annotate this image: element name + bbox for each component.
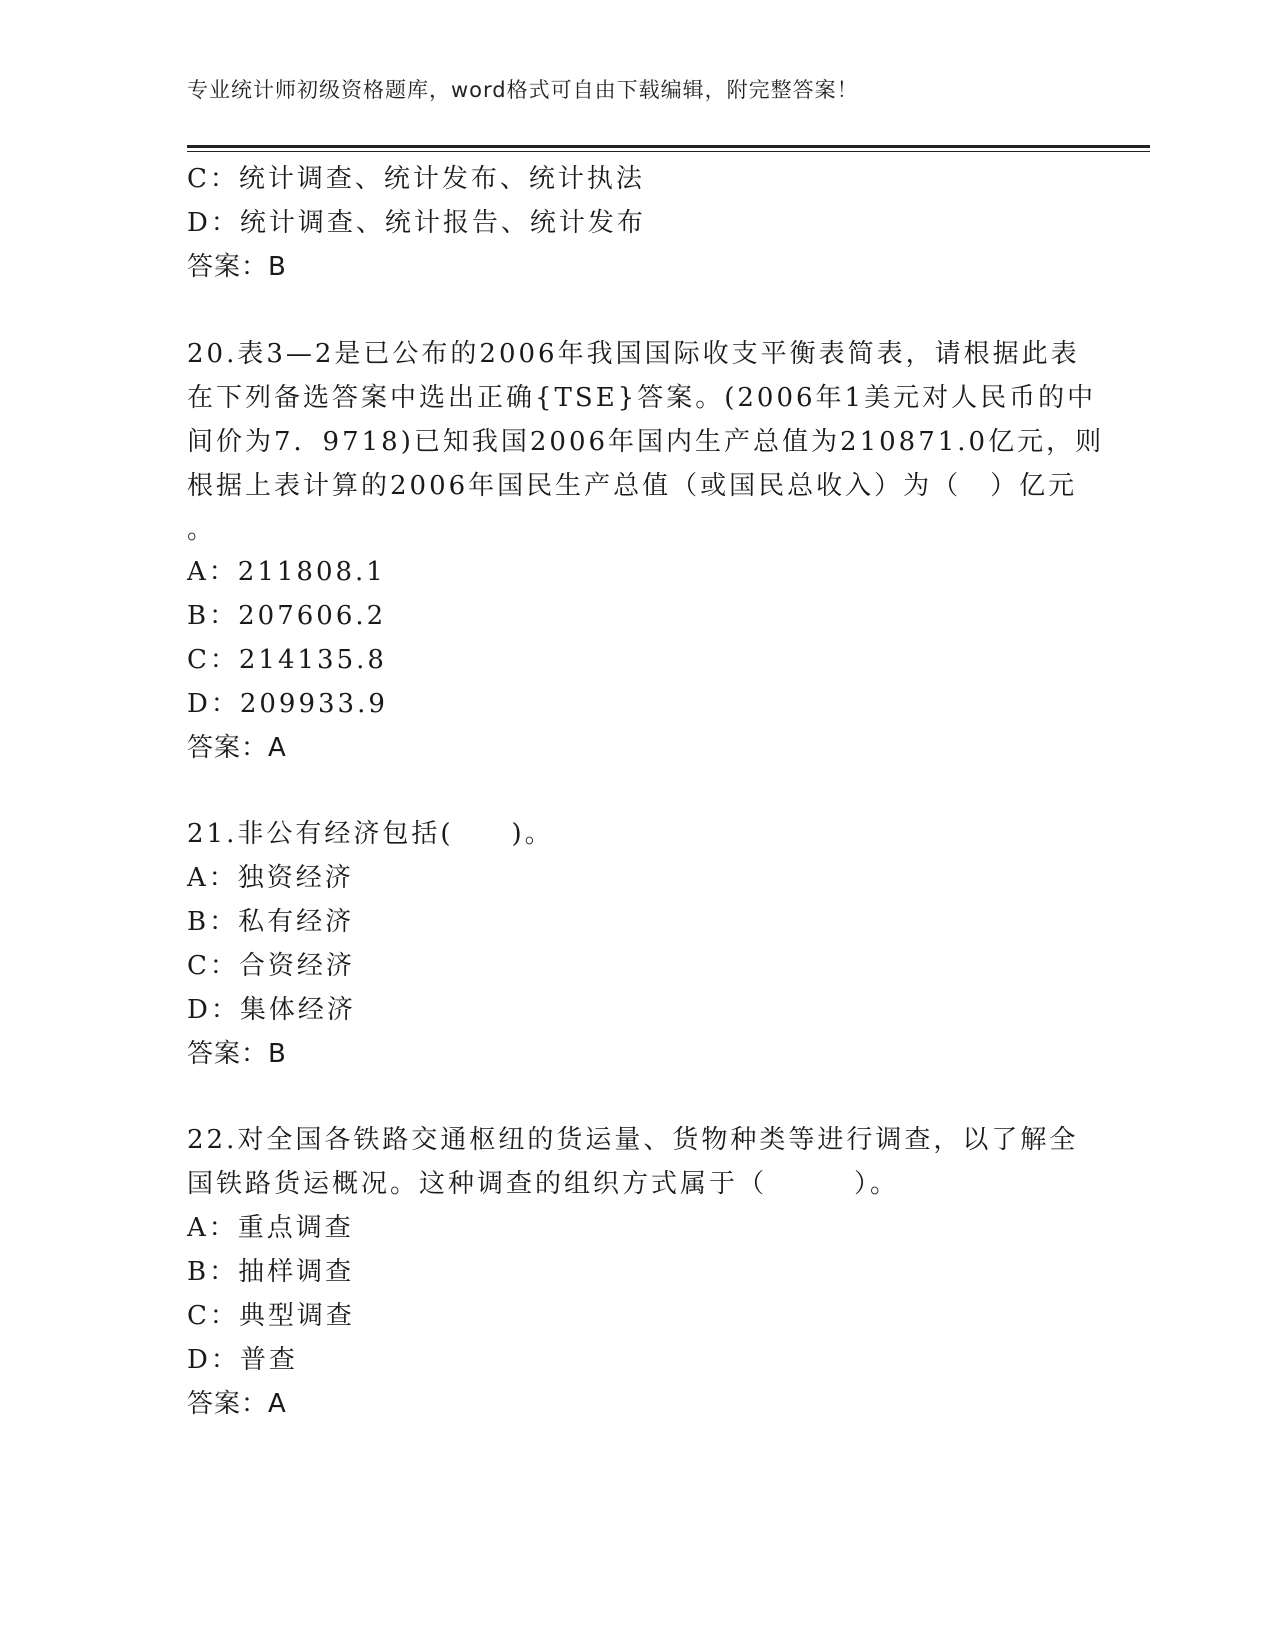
q22-option-c: C：典型调查 — [187, 1301, 355, 1331]
q20-option-d: D：209933.9 — [187, 689, 388, 719]
q20-stem-line-4: 根据上表计算的2006年国民生产总值（或国民总收入）为（ ）亿元 — [187, 471, 1078, 501]
q20-stem-line-5: 。 — [187, 515, 217, 545]
q20-option-b: B：207606.2 — [187, 601, 387, 631]
q20-option-a: A：211808.1 — [187, 557, 386, 587]
q21-option-d: D：集体经济 — [187, 995, 356, 1025]
page-header: 专业统计师初级资格题库，word格式可自由下载编辑，附完整答案！ — [187, 78, 859, 102]
q22-stem-line-1: 22.对全国各铁路交通枢纽的货运量、货物种类等进行调查，以了解全 — [187, 1125, 1079, 1155]
q19-option-c: C：统计调查、统计发布、统计执法 — [187, 164, 645, 194]
q20-option-c: C：214135.8 — [187, 645, 387, 675]
q20-stem-line-1: 20.表3—2是已公布的2006年我国国际收支平衡表简表，请根据此表 — [187, 339, 1080, 369]
q20-stem-line-2: 在下列备选答案中选出正确{TSE}答案。(2006年1美元对人民币的中 — [187, 383, 1097, 413]
q22-answer: 答案：A — [187, 1389, 287, 1419]
q21-stem: 21.非公有经济包括( )。 — [187, 819, 554, 849]
q22-option-d: D：普查 — [187, 1345, 298, 1375]
q19-option-d: D：统计调查、统计报告、统计发布 — [187, 208, 646, 238]
q22-option-b: B：抽样调查 — [187, 1257, 355, 1287]
q22-stem-line-2: 国铁路货运概况。这种调查的组织方式属于（ ）。 — [187, 1169, 900, 1199]
q22-option-a: A：重点调查 — [187, 1213, 354, 1243]
header-rule-thin — [187, 151, 1150, 152]
q20-answer: 答案：A — [187, 733, 287, 763]
q21-answer: 答案：B — [187, 1039, 287, 1069]
q20-stem-line-3: 间价为7．9718)已知我国2006年国内生产总值为210871.0亿元，则 — [187, 427, 1105, 457]
q19-answer: 答案：B — [187, 252, 287, 282]
header-rule-thick — [187, 145, 1150, 148]
q21-option-b: B：私有经济 — [187, 907, 355, 937]
q21-option-c: C：合资经济 — [187, 951, 355, 981]
q21-option-a: A：独资经济 — [187, 863, 354, 893]
